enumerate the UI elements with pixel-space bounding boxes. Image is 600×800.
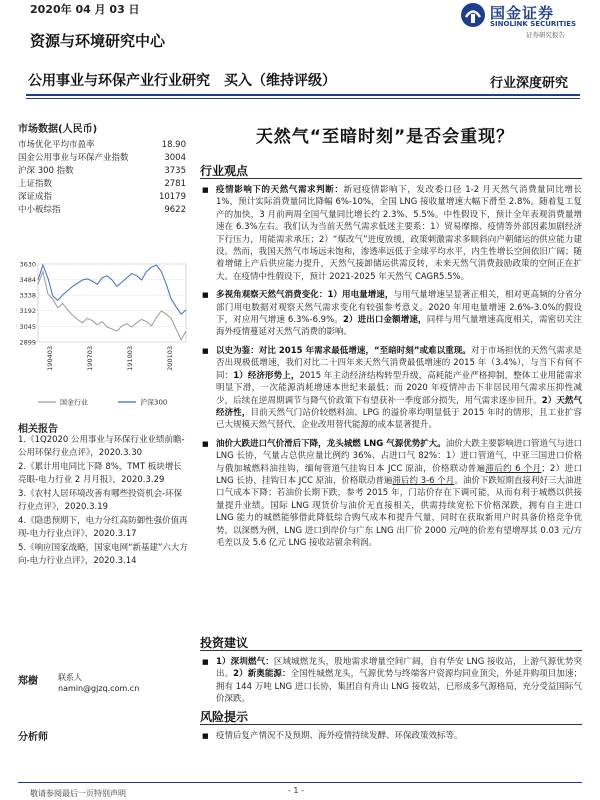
bullet-subheading: 1）经济形势上， bbox=[233, 370, 300, 381]
market-data-label: 沪深 300 指数 bbox=[18, 166, 74, 176]
page-number: - 1 - bbox=[288, 786, 304, 795]
market-data-value: 2781 bbox=[164, 179, 186, 189]
market-data-label: 深证成指 bbox=[18, 192, 53, 202]
market-data-label: 上证指数 bbox=[18, 179, 53, 189]
market-data-value: 3735 bbox=[164, 166, 186, 176]
y-tick-label: 3192 bbox=[19, 307, 36, 316]
bullet-subheading: 2）进出口金额增速， bbox=[342, 315, 427, 326]
bullet-text: 疫情后复产情况不及预期、海外疫情持续发酵、环保政策效标等。 bbox=[216, 731, 463, 741]
report-type: 行业深度研究 bbox=[490, 76, 569, 91]
market-data-row bbox=[18, 204, 186, 217]
report-title: 天然气“至暗时刻”是否会重现？ bbox=[255, 127, 515, 147]
market-data-panel bbox=[18, 120, 186, 217]
footer-divider bbox=[18, 782, 582, 783]
related-reports-title: 相关报告 bbox=[18, 424, 58, 435]
market-data-row bbox=[18, 165, 186, 178]
report-date: 2020年 04 月 03 日 bbox=[30, 3, 140, 16]
footer-disclaimer[interactable]: 敬请参阅最后一页特别声明 bbox=[30, 789, 126, 798]
y-tick-label: 3045 bbox=[19, 322, 36, 331]
bullet-oil-price bbox=[200, 438, 582, 550]
underlined-text: 滞后约 6 个月 bbox=[485, 463, 542, 474]
related-report-item[interactable]: 5.《响应国家战略，国家电网“新基建”六大方向-电力行业点评》，2020.3.14 bbox=[18, 543, 188, 566]
analyst-label-2: 分析师 bbox=[18, 732, 48, 743]
x-tick-label: 191003 bbox=[126, 346, 134, 371]
bullet-subheading: 2）新奥能源： bbox=[233, 669, 291, 680]
analyst-name: 联系人 bbox=[58, 673, 82, 682]
x-tick-label: 190403 bbox=[46, 346, 54, 371]
bullet-text: 2015 年主动经济结构转型升级，高耗能产业严格抑制，整体工业用能需求明显下滑，一次能源消耗增速本世纪来最低；而 2020 年疫情冲击下非居民用气需求压抑性减少，后续在逆周期调节与降气价政策下有望获补一季度部分损失，用气需求逐步回升。 bbox=[216, 370, 582, 406]
bullet-text: 。油价下跌短期直接利好三大油进口气成本下降；若油价长期下跌，参考 2015 年，门站价存在下调可能，从而有利于城燃以供接量提升业绩。国际 LNG 现货价与油价无直接相关，供需持续宽松下价格深跌，拥有自主进口 LNG 能力的城燃能够借此降低综合购气成本和提升气量，同时在获取新用户时具备价格竞争优势。以深燃为例，LNG 进口到岸价与广东 LNG 出厂价 2000 元/吨的价差有望增厚其 0.03 元/方毛差以及 5.6 亿元 LNG 接收站留余利润。 bbox=[216, 475, 582, 548]
x-tick-label: 200103 bbox=[166, 346, 174, 371]
view-body bbox=[200, 184, 582, 549]
section-title-risk: 风险提示 bbox=[200, 710, 249, 724]
related-report-item[interactable]: 3.《农村人居环境改善有哪些投资机会-环保行业点评》，2020.3.19 bbox=[18, 489, 183, 512]
related-reports-list bbox=[18, 434, 188, 569]
analyst-block bbox=[18, 672, 188, 743]
analyst-label: 郑樹 bbox=[18, 676, 38, 687]
market-data-value: 9622 bbox=[164, 205, 186, 215]
section-title-invest: 投资建议 bbox=[200, 636, 249, 650]
bullet-text: 目前天然气门站价较燃料油、LPG 的溢价率均明显低于 2015 年时的情形，且工业扩容已大规模天然气替代，企业改用替代能源的成本显著提升。 bbox=[216, 407, 582, 431]
bullet-subheading: 2）天然气经济性， bbox=[216, 395, 582, 418]
y-tick-label: 3338 bbox=[19, 291, 36, 300]
market-data-value: 3004 bbox=[164, 153, 186, 163]
invest-body bbox=[200, 656, 582, 706]
section-title-view: 行业观点 bbox=[200, 164, 249, 178]
bullet-heading: 1）深圳燃气： bbox=[216, 657, 274, 667]
department-name: 资源与环境研究中心 bbox=[30, 32, 166, 50]
market-data-value: 10179 bbox=[158, 192, 186, 202]
bullet-history bbox=[200, 345, 582, 432]
market-data-value: 18.90 bbox=[161, 140, 186, 150]
bullet-text: 同样与用气量增速高度相关，需密切关注海外疫情蔓延对天然气消费的影响。 bbox=[216, 315, 582, 338]
x-tick-label: 190703 bbox=[86, 346, 94, 371]
related-report-item[interactable]: 1.《1Q2020 公用事业与环保行业业绩前瞻-公用环保行业点评》，2020.3.30 bbox=[18, 435, 185, 458]
bullet-perspective bbox=[200, 289, 582, 339]
logo-tagline: 证券研究报告 bbox=[526, 31, 565, 39]
bullet-risk bbox=[200, 730, 582, 742]
y-tick-label: 3484 bbox=[19, 276, 36, 285]
bullet-text: ；2）进口 LNG 长协，挂钩日本 JCC 原油，价格联动普遍 bbox=[216, 463, 582, 486]
market-data-row bbox=[18, 191, 186, 204]
logo bbox=[460, 0, 600, 40]
y-tick-label: 3630 bbox=[19, 260, 36, 269]
y-tick-label: 2899 bbox=[19, 338, 36, 347]
bullet-heading: 多视角观察天然气消费变化：1）用电量增速， bbox=[216, 290, 394, 301]
series-line-0 bbox=[38, 272, 186, 340]
related-report-item[interactable]: 2.《累计用电同比下降 8%，TMT 板块增长亮眼-电力行业 2 月月报》，2020.3.29 bbox=[18, 462, 182, 485]
market-data-row bbox=[18, 139, 186, 152]
bullet-text: 与用气量增速呈显著正相关，相对更高频的分省分部门用电数据对观察天然气需求变化有较强参考意义。2020 年用电量增速 2.6%-3.0%的假设下，对应用气增速 6.3%-6.9%。 bbox=[216, 290, 582, 326]
logo-text-en: SINOLINK SECURITIES bbox=[490, 20, 577, 28]
logo-mark-icon bbox=[460, 2, 486, 28]
section-divider bbox=[200, 178, 582, 179]
section-divider bbox=[200, 724, 582, 725]
market-data-label: 国金公用事业与环保产业指数 bbox=[18, 153, 129, 163]
chart-frame bbox=[38, 264, 186, 342]
bullet-text: 对于市场担忧的天然气需求是否出现极低增速，我们对比二十四年来天然气消费最低增速的 2015 年（3.4%），与当下有何不同： bbox=[216, 345, 582, 381]
legend-label: 国金行业 bbox=[60, 398, 88, 407]
index-line-chart bbox=[14, 254, 192, 414]
bullet-heading: 以史为鉴：对比 2015 年需求最低增速，“至暗时刻”或难以重现。 bbox=[216, 345, 471, 356]
market-data-row bbox=[18, 152, 186, 165]
legend-label: 沪深300 bbox=[140, 398, 168, 407]
bullet-text: 油价大跌主要影响进口管道气与进口 LNG 长协，气量占总供应量比例约 36%、占进口气 82%：1）进口管道气，中亚三国进口价格与俄加城燃料油挂钩，缅甸管道气挂钩日本 JCC 原油，价格联动普遍 bbox=[216, 438, 582, 474]
related-report-item[interactable]: 4.《隐患预期下，电力分红高防御性强价值再现-电力行业点评》，2020.3.17 bbox=[18, 516, 188, 539]
section-divider bbox=[200, 650, 582, 651]
bullet-heading: 油价大跌进口气价滑后下降，龙头城燃 LNG 气源优势扩大。 bbox=[216, 438, 446, 449]
series-line-1 bbox=[38, 265, 186, 314]
bullet-text: 全国性城燃龙头，气源优势与终端客户资源均同业顶尖，外延并购项目加速；拥有 144 万吨 LNG 进口长协，集团自有舟山 LNG 接收站，已形成多气源格局，充分受益国际气价深跌。 bbox=[216, 669, 582, 705]
market-data-label: 中小板综指 bbox=[18, 205, 61, 215]
bullet-demand bbox=[200, 184, 582, 283]
industry-title: 公用事业与环保产业行业研究 买入（维持评级） bbox=[28, 73, 336, 89]
bullet-text: 区域城燃龙头，股地需求增量空间广阔，自有华安 LNG 接收站，上游气源优势突出。 bbox=[216, 657, 582, 680]
market-data-row bbox=[18, 178, 186, 191]
header-divider-thin bbox=[26, 98, 580, 99]
risk-body bbox=[200, 730, 582, 742]
underlined-text: 滞后约 3-6 个月 bbox=[392, 475, 455, 486]
bullet-invest bbox=[200, 656, 582, 706]
bullet-heading: 疫情影响下的天然气需求判断： bbox=[216, 185, 344, 195]
market-data-label: 市场优化平均市盈率 bbox=[18, 140, 95, 150]
bullet-text: 新冠疫情影响下，发改委口径 1-2 月天然气消费量同比增长 1%，预计实际消费量同比降幅 6%-10%，全国 LNG 接收量增速大幅下滑至 2.8%。随着复工复产的加快，3 月前两周全国气量同比增长约 2.3%、5.5%。中性假设下，预计全年表观消费量增速在 6.3%左右。我们认为当前天然气需求低迷主要系：1）贸易摩擦、疫情等外部因素加剧经济下行压力，用能需求承压；2）“煤改气”进度放缓，政策刺激需求多顺斜向户朝储运的供应能力建设。然而，我国天然气市场远未饱和，渗透率远低于全球平均水平，内生性增长空间依旧广阔；随着增储上产后供应能力提升，天然气接卸储运供需反转，未来天然气消费鼓励政策的空间正在扩大。在疫情中性假设下，预计 2021-2025 年天然气 CAGR5.5%。 bbox=[216, 185, 582, 282]
header-divider bbox=[26, 94, 580, 96]
analyst-email[interactable]: namin@gjzq.com.cn bbox=[58, 684, 140, 693]
market-data-title: 市场数据(人民币) bbox=[18, 124, 98, 135]
logo-text-cn: 国金证券 bbox=[490, 4, 555, 22]
